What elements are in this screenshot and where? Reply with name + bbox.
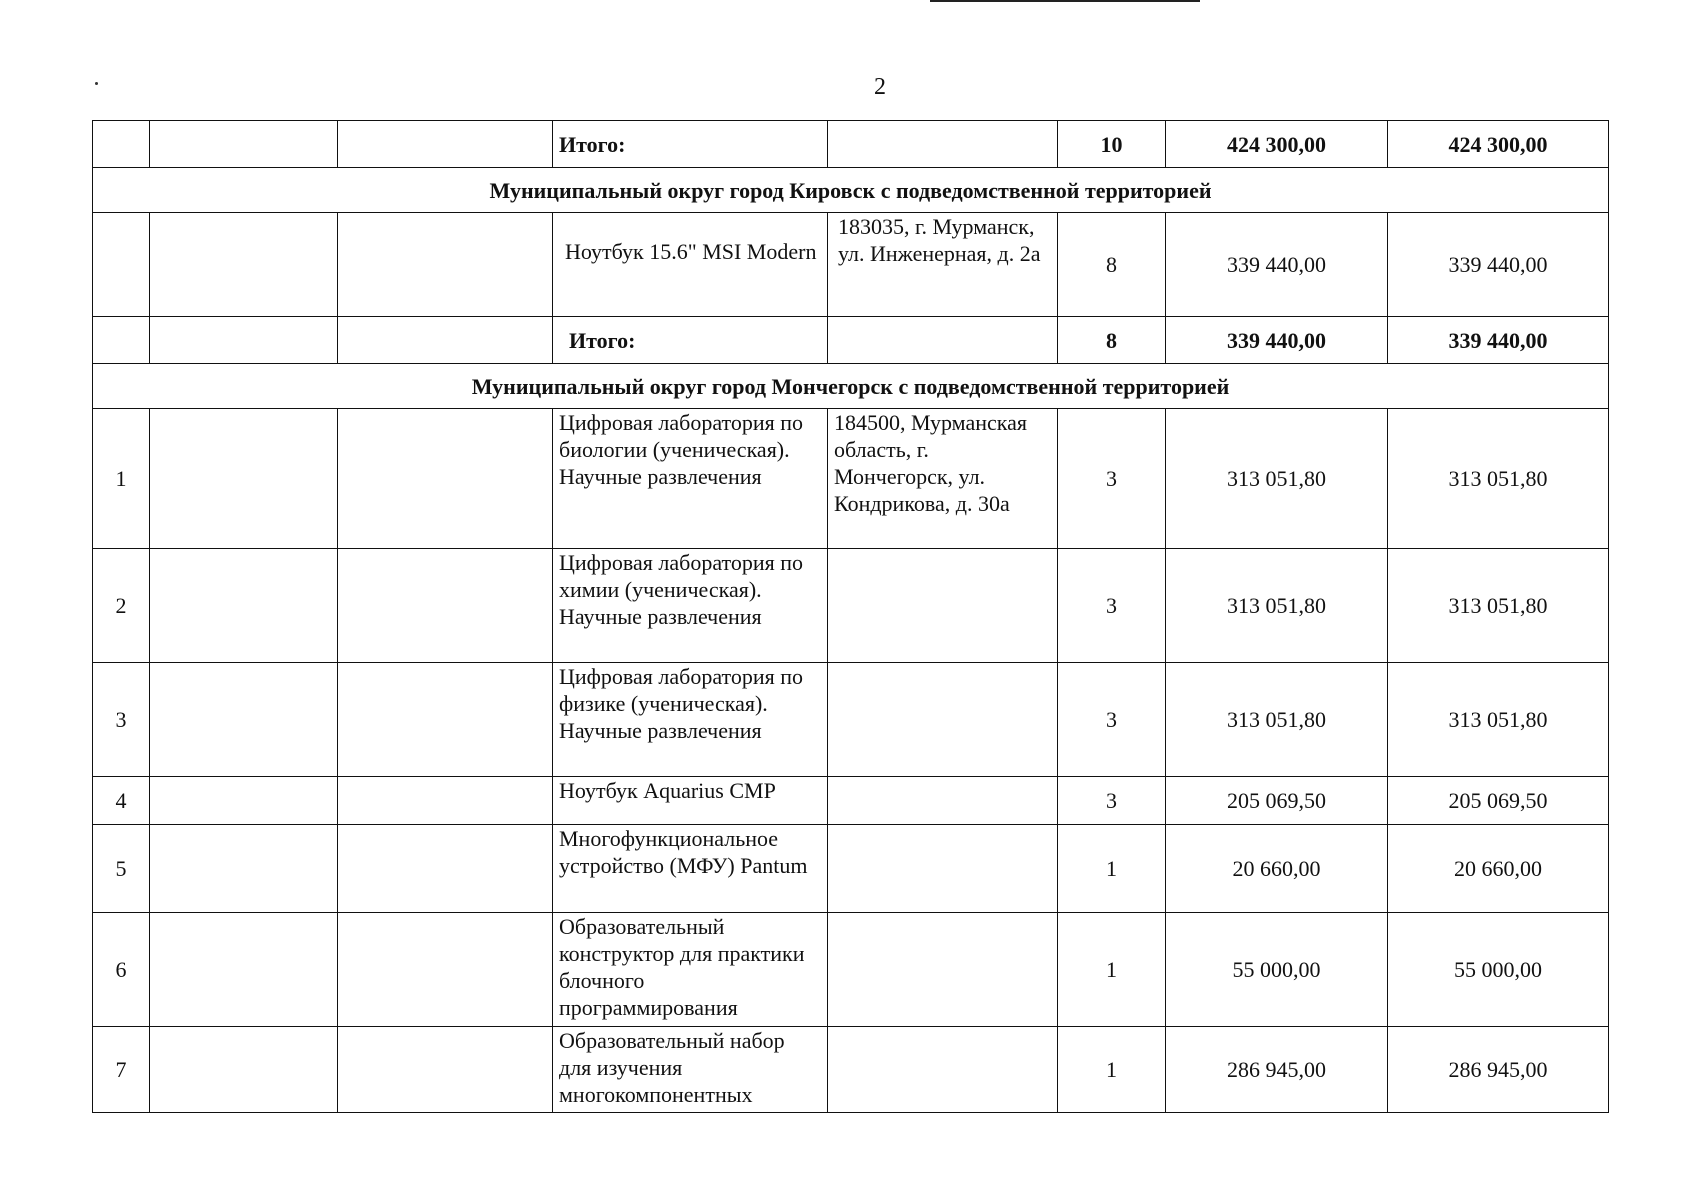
cell-item-name: Цифровая лаборатория по физике (ученическая). Научные развлечения bbox=[553, 663, 828, 777]
cell-price: 313 051,80 bbox=[1166, 663, 1388, 777]
table-row bbox=[93, 825, 1609, 913]
cell-empty bbox=[338, 913, 553, 1027]
table-row bbox=[93, 777, 1609, 825]
cell-qty: 3 bbox=[1058, 663, 1166, 777]
section-header-row bbox=[93, 168, 1609, 213]
cell-qty: 3 bbox=[1058, 409, 1166, 549]
cell-num bbox=[93, 213, 150, 317]
equipment-table bbox=[92, 120, 1609, 1113]
section-title: Муниципальный округ город Кировск с подведомственной территорией bbox=[93, 168, 1609, 213]
cell-empty bbox=[338, 121, 553, 168]
cell-item-name: Ноутбук 15.6" MSI Modern bbox=[553, 213, 828, 317]
cell-num: 3 bbox=[93, 663, 150, 777]
cell-num: 4 bbox=[93, 777, 150, 825]
cell-address bbox=[828, 663, 1058, 777]
cell-empty bbox=[150, 825, 338, 913]
cell-sum: 339 440,00 bbox=[1388, 213, 1609, 317]
cell-empty bbox=[338, 317, 553, 364]
cell-item-name: Ноутбук Aquarius CMP bbox=[553, 777, 828, 825]
cell-price: 20 660,00 bbox=[1166, 825, 1388, 913]
cell-item-name: Образовательный набор для изучения многокомпонентных bbox=[553, 1027, 828, 1113]
cell-empty bbox=[338, 663, 553, 777]
cell-num bbox=[93, 121, 150, 168]
cell-item-name: Многофункциональное устройство (МФУ) Pantum bbox=[553, 825, 828, 913]
cell-empty bbox=[150, 409, 338, 549]
cell-address bbox=[828, 1027, 1058, 1113]
cell-price: 339 440,00 bbox=[1166, 213, 1388, 317]
cell-empty bbox=[338, 1027, 553, 1113]
section-title: Муниципальный округ город Мончегорск с подведомственной территорией bbox=[93, 364, 1609, 409]
cell-qty: 3 bbox=[1058, 777, 1166, 825]
cell-num: 1 bbox=[93, 409, 150, 549]
cell-sum: 205 069,50 bbox=[1388, 777, 1609, 825]
cell-item-name: Образовательный конструктор для практики блочного программирования bbox=[553, 913, 828, 1027]
table-row bbox=[93, 1027, 1609, 1113]
cell-sum: 286 945,00 bbox=[1388, 1027, 1609, 1113]
total-sum: 339 440,00 bbox=[1388, 317, 1609, 364]
cell-qty: 1 bbox=[1058, 1027, 1166, 1113]
cell-qty: 1 bbox=[1058, 825, 1166, 913]
total-label: Итого: bbox=[553, 317, 828, 364]
cell-empty bbox=[150, 549, 338, 663]
section-header-row bbox=[93, 364, 1609, 409]
cell-empty bbox=[150, 121, 338, 168]
cell-num: 5 bbox=[93, 825, 150, 913]
cell-empty bbox=[150, 1027, 338, 1113]
cell-empty bbox=[150, 663, 338, 777]
cell-address bbox=[828, 825, 1058, 913]
cell-item-name: Цифровая лаборатория по биологии (ученическая). Научные развлечения bbox=[553, 409, 828, 549]
cell-sum: 313 051,80 bbox=[1388, 663, 1609, 777]
total-price: 339 440,00 bbox=[1166, 317, 1388, 364]
cell-item-name: Цифровая лаборатория по химии (ученическая). Научные развлечения bbox=[553, 549, 828, 663]
cell-price: 55 000,00 bbox=[1166, 913, 1388, 1027]
cell-sum: 313 051,80 bbox=[1388, 409, 1609, 549]
cell-address bbox=[828, 913, 1058, 1027]
page-number: 2 bbox=[874, 74, 886, 100]
cell-sum: 313 051,80 bbox=[1388, 549, 1609, 663]
cell-address bbox=[828, 549, 1058, 663]
cell-num bbox=[93, 317, 150, 364]
table-row bbox=[93, 409, 1609, 549]
cell-empty bbox=[150, 913, 338, 1027]
table-row bbox=[93, 913, 1609, 1027]
total-price: 424 300,00 bbox=[1166, 121, 1388, 168]
cell-empty bbox=[338, 409, 553, 549]
cell-sum: 20 660,00 bbox=[1388, 825, 1609, 913]
cell-price: 286 945,00 bbox=[1166, 1027, 1388, 1113]
cell-address: 183035, г. Мурманск, ул. Инженерная, д. 2а bbox=[828, 213, 1058, 317]
cell-qty: 8 bbox=[1058, 213, 1166, 317]
total-qty: 10 bbox=[1058, 121, 1166, 168]
cell-num: 6 bbox=[93, 913, 150, 1027]
cell-price: 313 051,80 bbox=[1166, 549, 1388, 663]
total-sum: 424 300,00 bbox=[1388, 121, 1609, 168]
cell-empty bbox=[150, 213, 338, 317]
table-row bbox=[93, 549, 1609, 663]
cell-num: 2 bbox=[93, 549, 150, 663]
table-row bbox=[93, 663, 1609, 777]
cell-empty bbox=[150, 317, 338, 364]
table-row-total bbox=[93, 121, 1609, 168]
table-row-total bbox=[93, 317, 1609, 364]
cell-sum: 55 000,00 bbox=[1388, 913, 1609, 1027]
cell-empty bbox=[338, 549, 553, 663]
cell-qty: 1 bbox=[1058, 913, 1166, 1027]
cell-empty bbox=[338, 777, 553, 825]
cell-empty bbox=[150, 777, 338, 825]
top-edge-rule bbox=[930, 0, 1200, 2]
table-row bbox=[93, 213, 1609, 317]
cell-address bbox=[828, 317, 1058, 364]
total-qty: 8 bbox=[1058, 317, 1166, 364]
total-label: Итого: bbox=[553, 121, 828, 168]
cell-empty bbox=[338, 213, 553, 317]
cell-price: 205 069,50 bbox=[1166, 777, 1388, 825]
cell-price: 313 051,80 bbox=[1166, 409, 1388, 549]
cell-address bbox=[828, 121, 1058, 168]
cell-empty bbox=[338, 825, 553, 913]
cell-qty: 3 bbox=[1058, 549, 1166, 663]
cell-address: 184500, Мурманская область, г. Мончегорск, ул. Кондрикова, д. 30а bbox=[828, 409, 1058, 549]
cell-num: 7 bbox=[93, 1027, 150, 1113]
cell-address bbox=[828, 777, 1058, 825]
